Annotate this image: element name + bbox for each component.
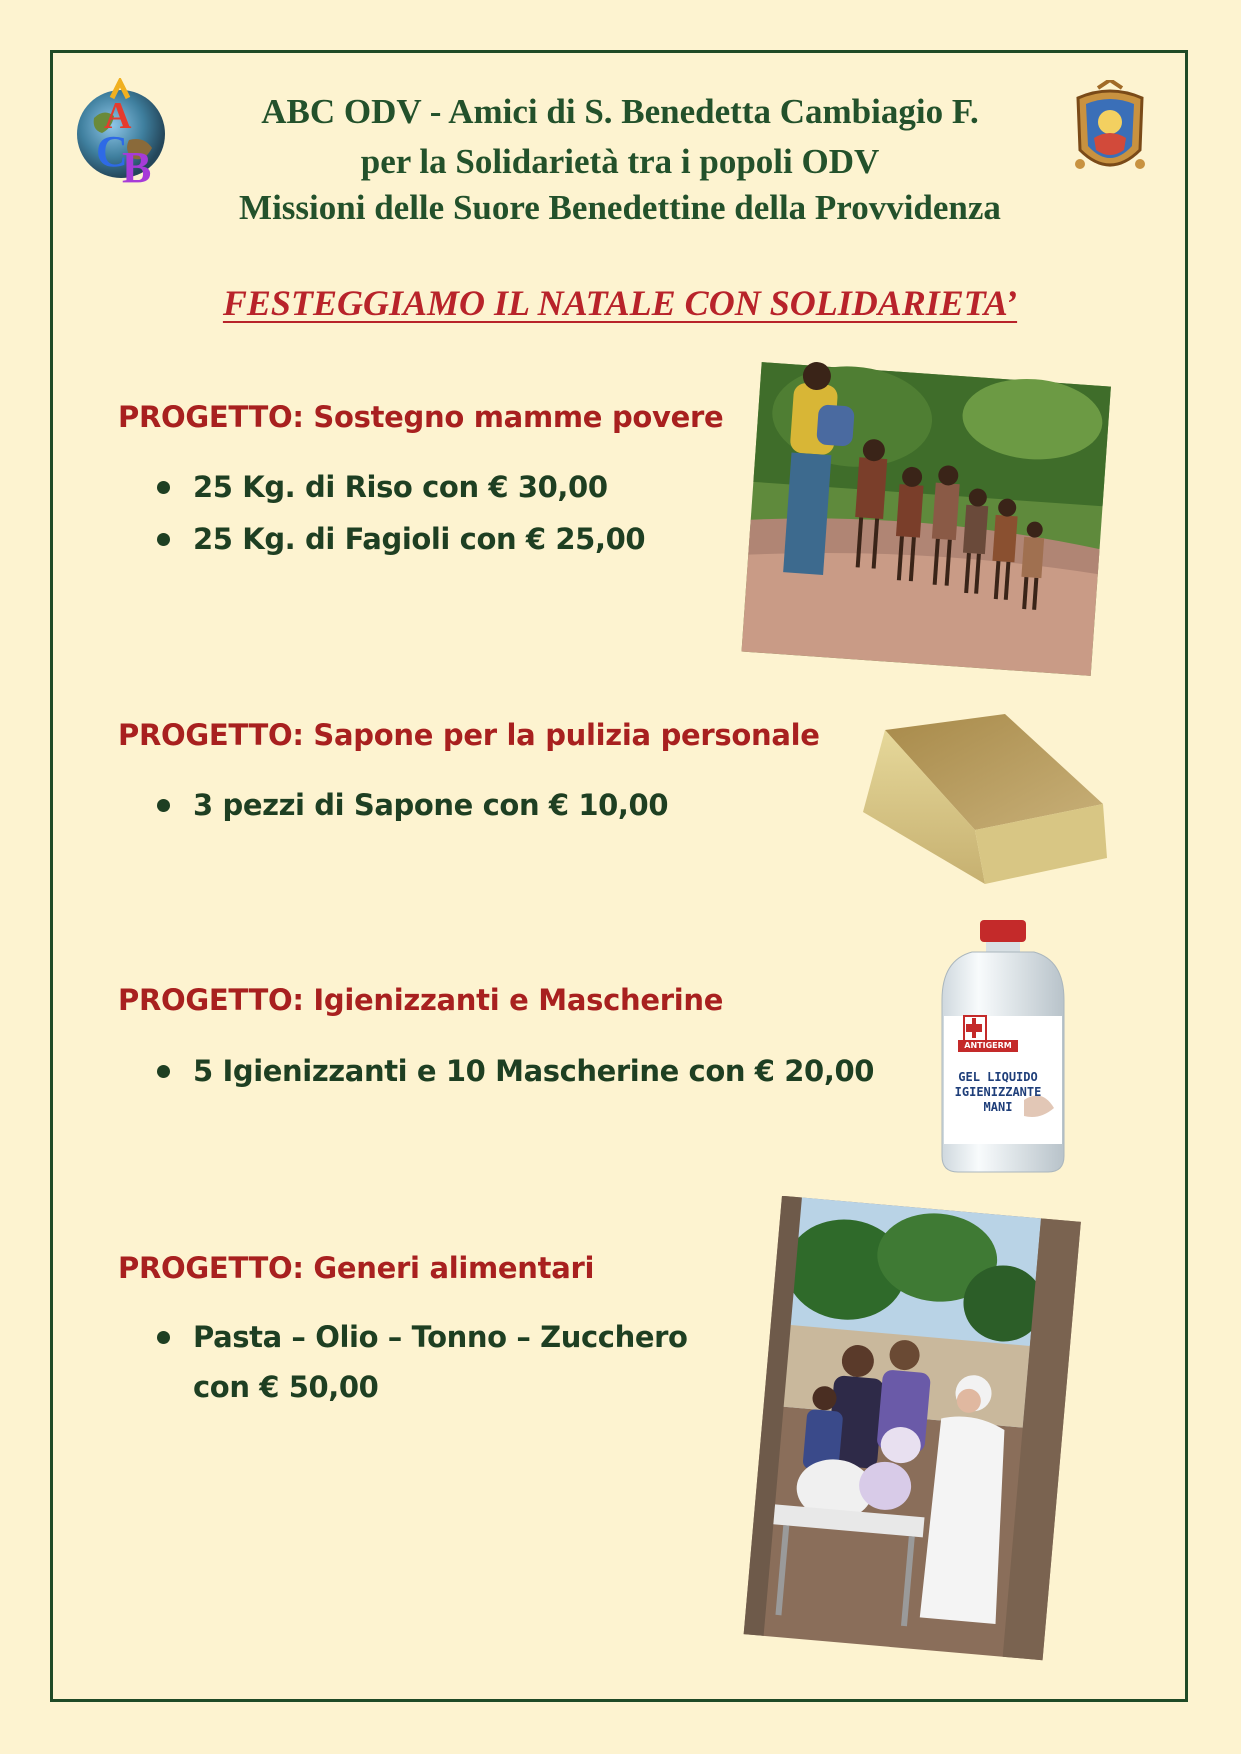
list-item	[193, 1312, 688, 1362]
svg-text:B: B	[122, 143, 152, 186]
bottle-label-1: GEL LIQUIDO	[958, 1070, 1038, 1084]
sanitizer-bottle-image	[936, 920, 1070, 1174]
list-item	[193, 1046, 874, 1096]
svg-text:A: A	[104, 95, 132, 137]
project-title-alimentari: PROGETTO: Generi alimentari	[118, 1251, 595, 1285]
list-item-text: Pasta – Olio – Tonno – Zucchero	[193, 1320, 688, 1354]
project-title-mamme: PROGETTO: Sostegno mamme povere	[118, 400, 724, 434]
bullet-icon	[157, 533, 170, 546]
list-item-text: con € 50,00	[193, 1370, 379, 1404]
header-line-1: ABC ODV - Amici di S. Benedetta Cambiagio F.	[261, 92, 979, 131]
soap-bar-image	[855, 708, 1111, 888]
header-line-3: Missioni delle Suore Benedettine della Provvidenza	[239, 188, 1001, 227]
list-item-text: 25 Kg. di Riso con € 30,00	[193, 470, 608, 504]
page-title: FESTEGGIAMO IL NATALE CON SOLIDARIETA’	[222, 283, 1018, 323]
svg-text:C: C	[96, 127, 128, 176]
bullet-icon	[157, 1331, 170, 1344]
list-item-text: 25 Kg. di Fagioli con € 25,00	[193, 522, 646, 556]
list-item	[193, 514, 645, 564]
bullet-icon	[157, 799, 170, 812]
project-title-sapone: PROGETTO: Sapone per la pulizia personale	[118, 718, 820, 752]
photo-mother-children	[725, 362, 1127, 682]
project-title-igienizzanti: PROGETTO: Igienizzanti e Mascherine	[118, 983, 724, 1017]
photo-food-distribution	[722, 1196, 1102, 1666]
list-item-continuation	[193, 1362, 378, 1412]
bottle-label-3: MANI	[983, 1100, 1013, 1114]
header-line-2: per la Solidarietà tra i popoli ODV	[360, 142, 880, 181]
list-item	[193, 780, 668, 830]
bottle-label-2: IGIENIZZANTE	[954, 1085, 1042, 1099]
bullet-icon	[157, 481, 170, 494]
list-item-text: 3 pezzi di Sapone con € 10,00	[193, 788, 669, 822]
list-item	[193, 462, 608, 512]
list-item-text: 5 Igienizzanti e 10 Mascherine con € 20,00	[193, 1054, 875, 1088]
bottle-brand: ANTIGERM	[964, 1041, 1012, 1050]
bullet-icon	[157, 1065, 170, 1078]
